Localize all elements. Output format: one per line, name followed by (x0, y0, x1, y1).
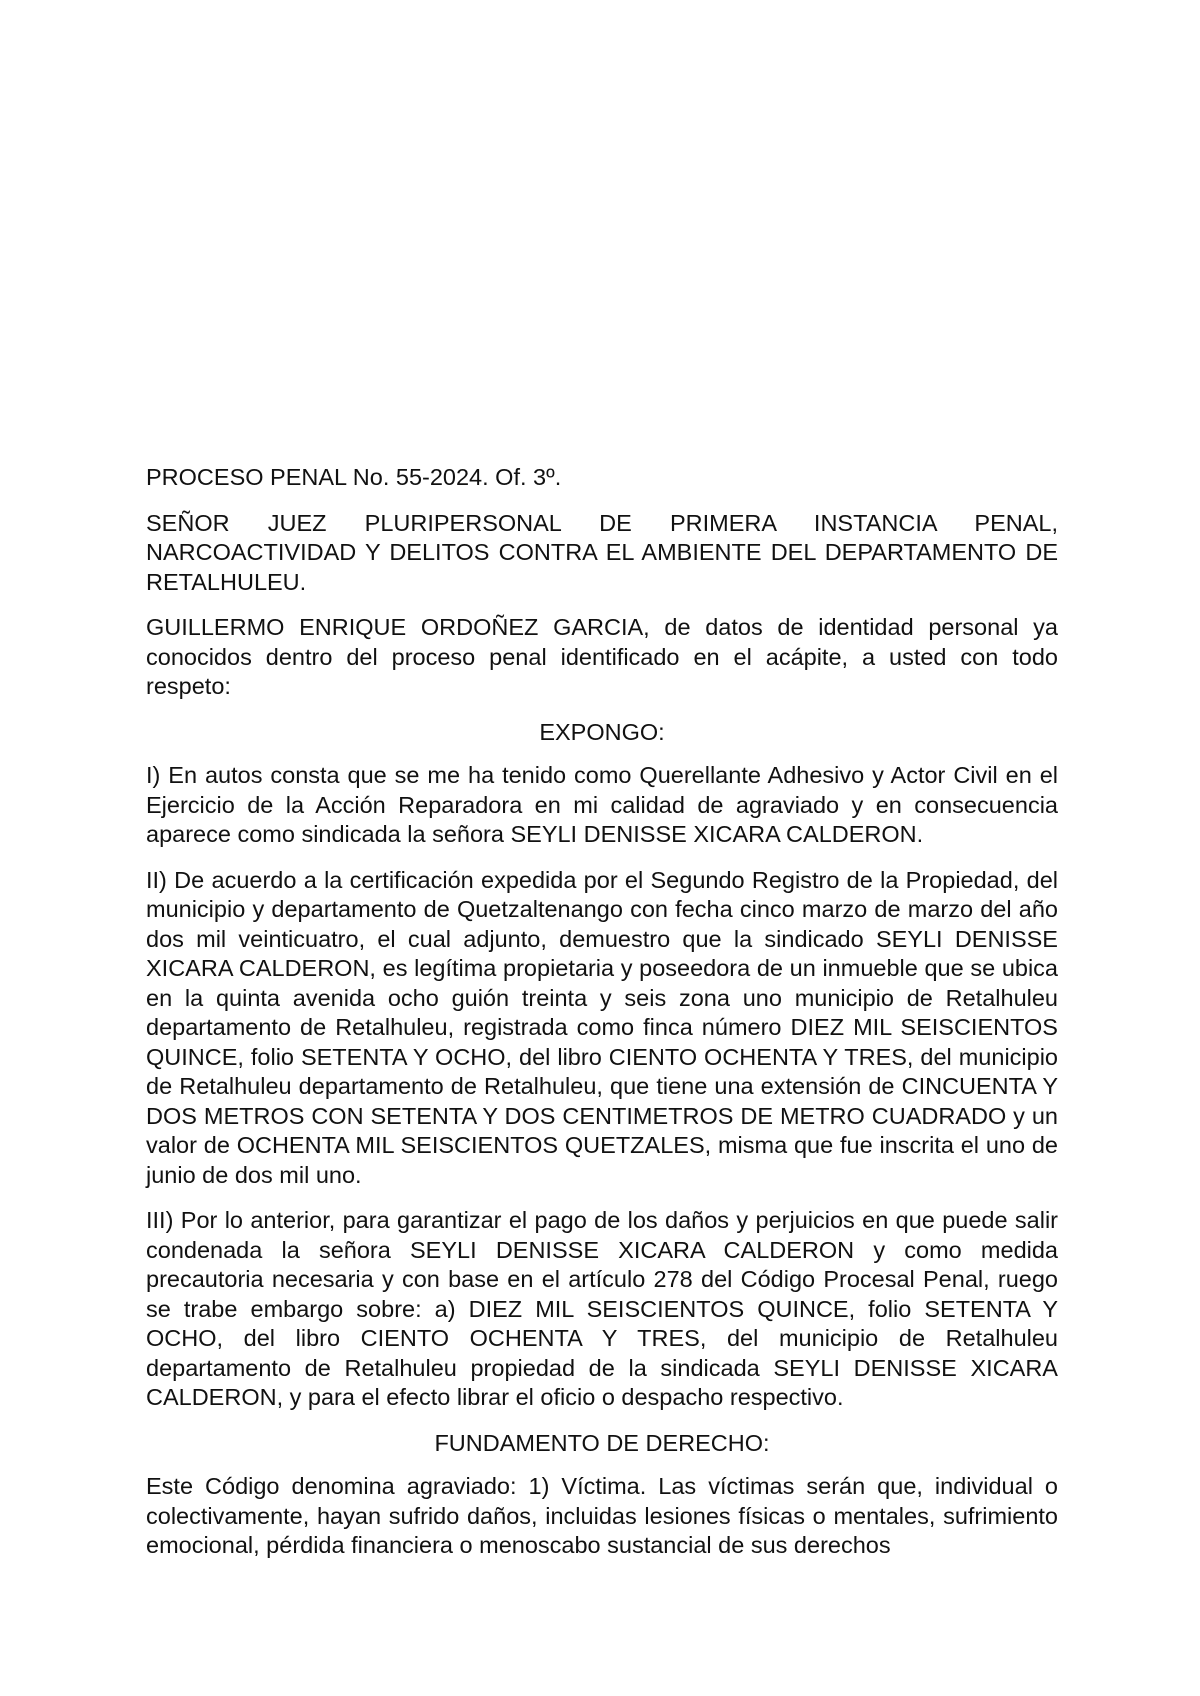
section-heading-expongo: EXPONGO: (539, 718, 665, 745)
document-body (146, 463, 1058, 1561)
paragraph-iii: III) Por lo anterior, para garantizar el pago de los daños y perjuicios en que puede salir condenada la señora SEYLI DENISSE XICARA CALDERON y como medida precautoria necesaria y con base en el artículo 278 del Código Procesal Penal, ruego se trabe embargo sobre: a) DIEZ MIL SEISCIENTOS QUINCE, folio SETENTA Y OCHO, del libro CIENTO OCHENTA Y TRES, del municipio de Retalhuleu departamento de Retalhuleu propiedad de la sindicada SEYLI DENISSE XICARA CALDERON, y para el efecto librar el oficio o despacho respectivo. (146, 1207, 1058, 1410)
case-number: PROCESO PENAL No. 55-2024. Of. 3º. (146, 464, 562, 490)
intro-paragraph: GUILLERMO ENRIQUE ORDOÑEZ GARCIA, de datos de identidad personal ya conocidos dentro del proceso penal identificado en el acápite, a usted con todo respeto: (146, 614, 1058, 699)
paragraph-ii: II) De acuerdo a la certificación expedida por el Segundo Registro de la Propiedad, del municipio y departamento de Quetzaltenango con fecha cinco marzo de marzo del año dos mil veinticuatro, el cual adjunto, demuestro que la sindicado SEYLI DENISSE XICARA CALDERON, es legítima propietaria y poseedora de un inmueble que se ubica en la quinta avenida ocho guión treinta y seis zona uno municipio de Retalhuleu departamento de Retalhuleu, registrada como finca número DIEZ MIL SEISCIENTOS QUINCE, folio SETENTA Y OCHO, del libro CIENTO OCHENTA Y TRES, del municipio de Retalhuleu departamento de Retalhuleu, que tiene una extensión de CINCUENTA Y DOS METROS CON SETENTA Y DOS CENTIMETROS DE METRO CUADRADO y un valor de OCHENTA MIL SEISCIENTOS QUETZALES, misma que fue inscrita el uno de junio de dos mil uno. (146, 866, 1058, 1188)
paragraph-fundamento: Este Código denomina agraviado: 1) Víctima. Las víctimas serán que, individual o colectivamente, hayan sufrido daños, incluidas lesiones físicas o mentales, sufrimiento emocional, pérdida financiera o menoscabo sustancial de sus derechos (146, 1473, 1058, 1558)
paragraph-i: I) En autos consta que se me ha tenido como Querellante Adhesivo y Actor Civil en el Ejercicio de la Acción Reparadora en mi calidad de agraviado y en consecuencia aparece como sindicada la señora SEYLI DENISSE XICARA CALDERON. (146, 762, 1058, 847)
addressee: SEÑOR JUEZ PLURIPERSONAL DE PRIMERA INSTANCIA PENAL, NARCOACTIVIDAD Y DELITOS CONTRA EL AMBIENTE DEL DEPARTAMENTO DE RETALHULEU. (146, 509, 1058, 595)
section-heading-fundamento: FUNDAMENTO DE DERECHO: (434, 1429, 770, 1456)
